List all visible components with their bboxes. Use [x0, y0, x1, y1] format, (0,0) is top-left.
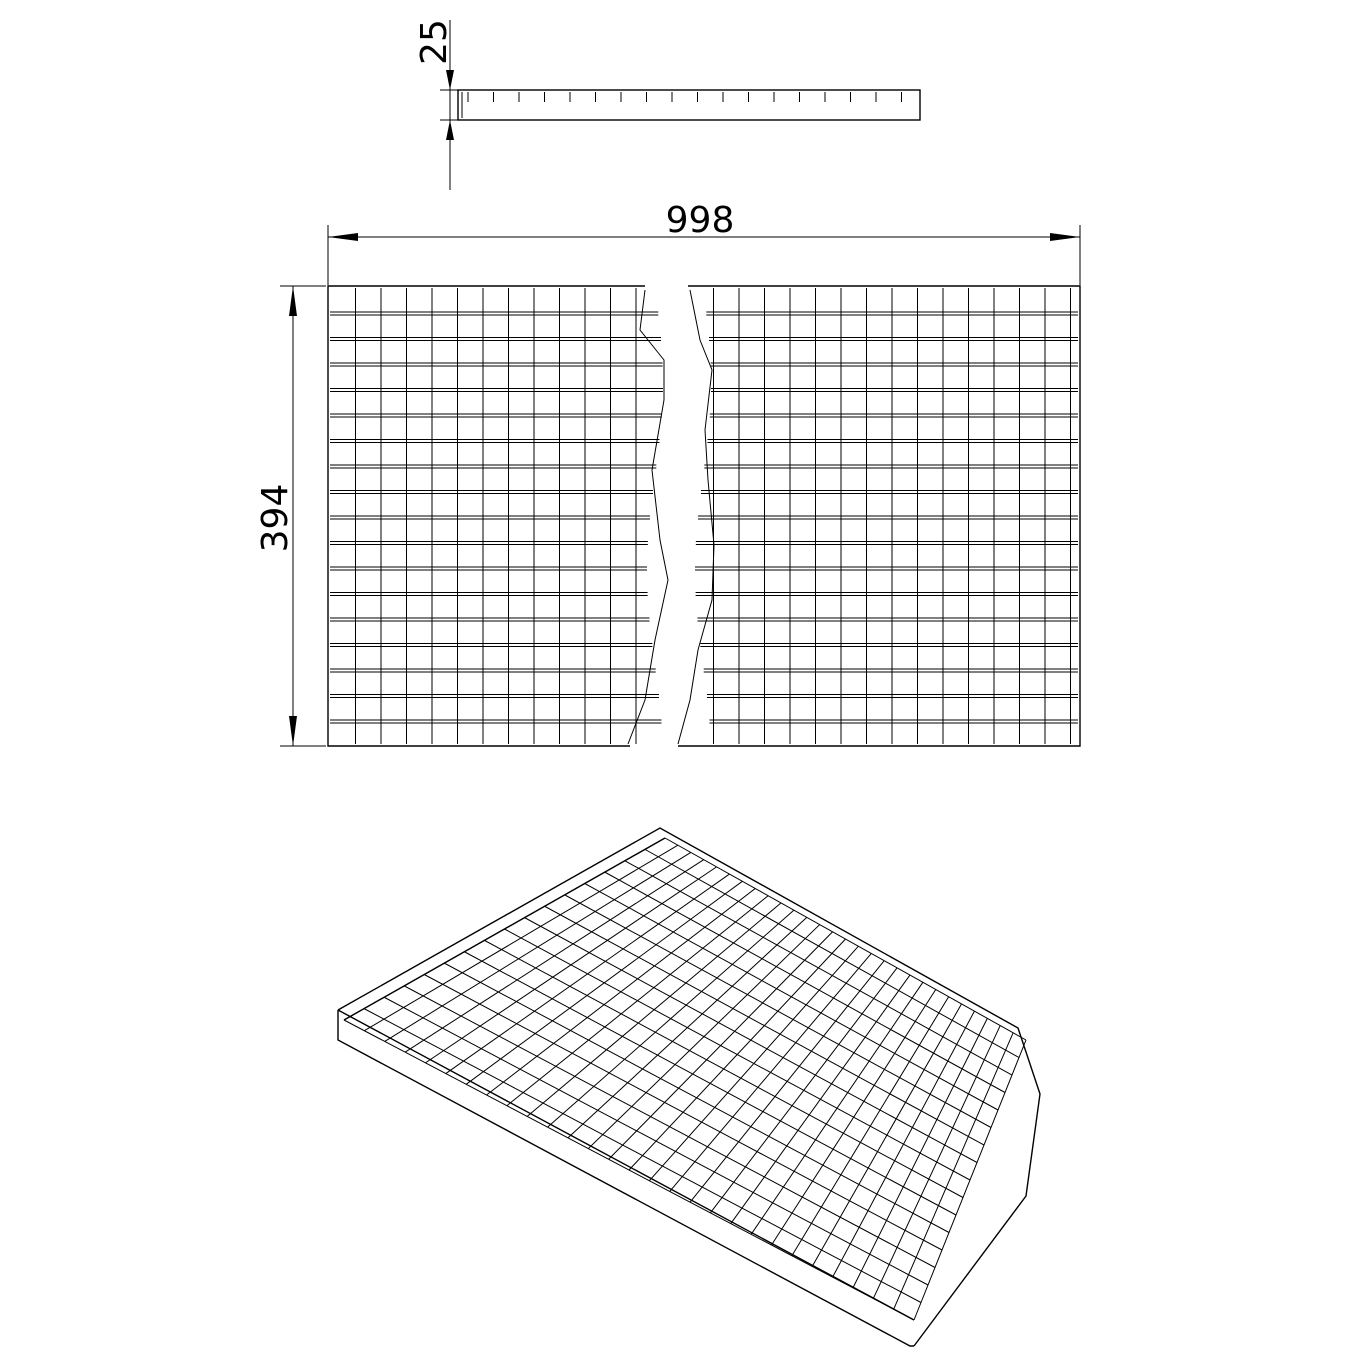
length-dimension: [328, 200, 1080, 285]
iso-cross-bar: [404, 986, 935, 1268]
isometric-grating-mesh: [344, 838, 1026, 1320]
iso-cross-bar: [484, 940, 963, 1197]
bearing-bar-notches: [462, 92, 902, 118]
plan-grating-mesh: [328, 286, 1080, 746]
iso-cross-bar: [344, 1020, 914, 1320]
break-line-left: [628, 290, 668, 744]
thickness-dimension: [414, 19, 460, 190]
length-label: 998: [665, 200, 735, 241]
width-dimension: [255, 286, 326, 746]
iso-cross-bar: [364, 1009, 921, 1303]
iso-cross-bar: [665, 838, 1026, 1040]
side-view: [414, 19, 920, 190]
width-label: 394: [255, 483, 296, 553]
iso-cross-bar: [444, 963, 949, 1232]
iso-cross-bar: [424, 975, 942, 1251]
iso-cross-bar: [384, 997, 928, 1285]
isometric-view: [338, 828, 1040, 1346]
thickness-label: 25: [414, 19, 455, 65]
plan-view: [255, 200, 1080, 746]
break-line-right: [678, 290, 714, 744]
iso-cross-bar: [464, 952, 956, 1215]
